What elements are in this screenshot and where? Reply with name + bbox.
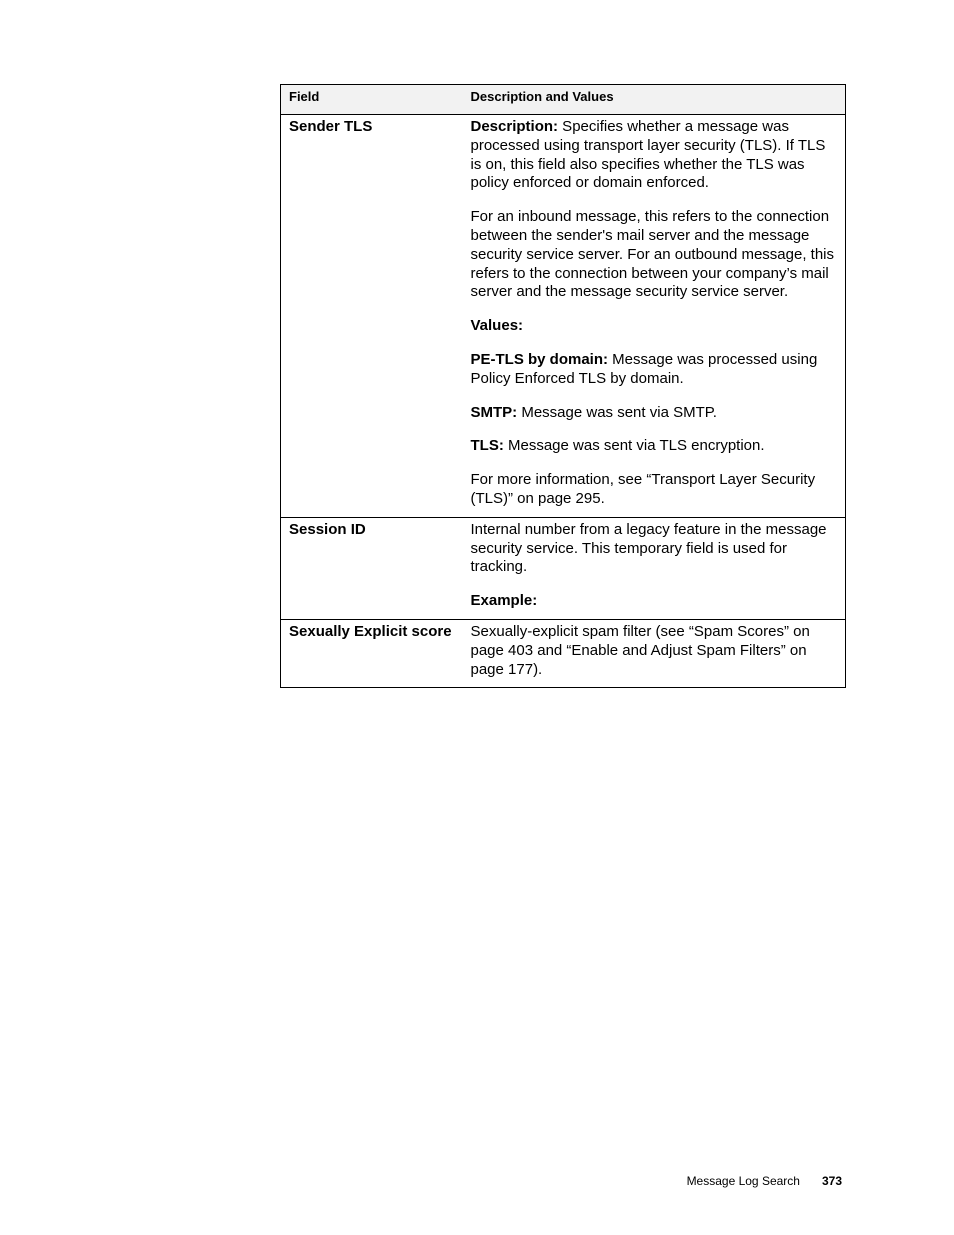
paragraph [471, 437, 838, 456]
paragraph [471, 351, 838, 389]
paragraph [471, 208, 838, 302]
header-field: Field [281, 85, 463, 115]
paragraph [471, 521, 838, 577]
paragraph [471, 592, 838, 611]
header-description: Description and Values [463, 85, 846, 115]
bold-label: Example: [470, 592, 538, 610]
field-description [463, 619, 846, 687]
paragraph-text: For an inbound message, this refers to the connection between the sender's mail server and the message security service server. For an outbound message, this refers to the connection between your company’s mail server and the message security service server. [470, 208, 835, 301]
paragraph [471, 623, 838, 679]
field-description [463, 517, 846, 619]
paragraph-text: For more information, see “Transport Layer Security (TLS)” on page 295. [470, 471, 816, 507]
footer-section-title: Message Log Search [686, 1174, 800, 1188]
paragraph-text: Sexually-explicit spam filter (see “Spam Scores” on page 403 and “Enable and Adjust Spam Filters” on page 177). [470, 622, 810, 678]
table-row [281, 517, 846, 619]
bold-label: Description: [470, 118, 559, 135]
paragraph [471, 118, 838, 193]
field-name: Session ID [281, 517, 463, 619]
table-header-row [281, 85, 846, 115]
field-name: Sender TLS [281, 115, 463, 518]
field-description-table [280, 84, 846, 688]
paragraph-text: Message was sent via TLS encryption. [503, 437, 765, 455]
paragraph [471, 317, 838, 336]
bold-label: PE-TLS by domain: [470, 350, 609, 368]
page-number: 373 [821, 1174, 842, 1188]
paragraph-text: Message was processed using Policy Enforced TLS by domain. [470, 350, 818, 387]
table-row [281, 115, 846, 518]
field-name: Sexually Explicit score [281, 619, 463, 687]
bold-label: SMTP: [470, 403, 518, 421]
page-footer [0, 1174, 842, 1189]
bold-label: TLS: [470, 437, 504, 455]
paragraph [471, 471, 838, 509]
paragraph [471, 404, 838, 423]
field-description [463, 115, 846, 518]
table-row [281, 619, 846, 687]
bold-label: Values: [470, 317, 524, 335]
paragraph-text: Internal number from a legacy feature in the message security service. This temporary field is used for tracking. [470, 520, 827, 576]
paragraph-text: Message was sent via SMTP. [517, 403, 717, 421]
paragraph-text: Specifies whether a message was processed using transport layer security (TLS). If TLS is on, this field also specifies whether the TLS was policy enforced or domain enforced. [470, 118, 826, 192]
